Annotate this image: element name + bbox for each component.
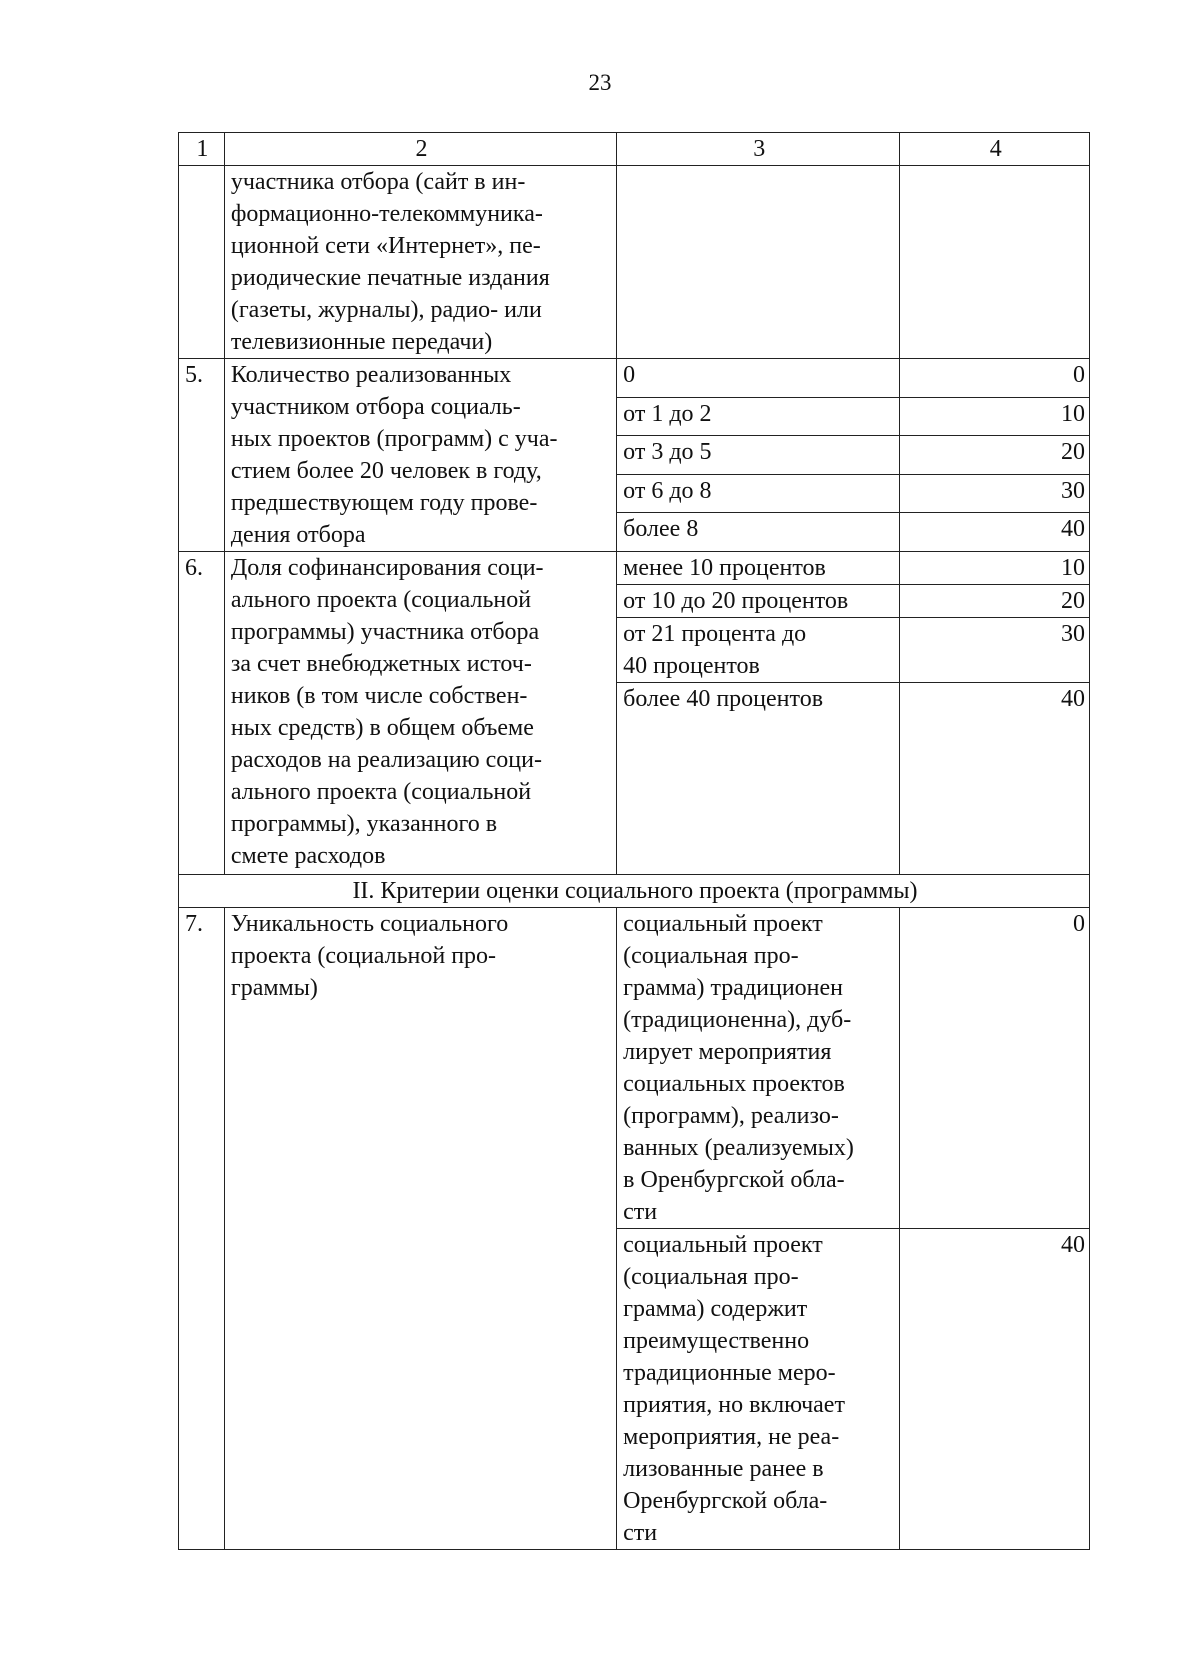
score-cell: 40 <box>900 683 1090 875</box>
section-heading: II. Критерии оценки социального проекта (программы) <box>179 875 1090 908</box>
column-header: 3 <box>617 133 900 166</box>
column-header: 4 <box>900 133 1090 166</box>
score-cell: 30 <box>900 474 1090 513</box>
score-cell: 40 <box>900 1229 1090 1550</box>
condition-cell: 0 <box>617 359 900 398</box>
table-header-row <box>179 133 1090 166</box>
row-number: 6. <box>179 552 225 875</box>
criterion-text: Количество реализованных участником отбора социаль- ных проектов (программ) с уча- стием более 20 человек в году, предшествующем году прове- дения отбора <box>224 359 616 552</box>
section-row <box>179 875 1090 908</box>
score-cell: 10 <box>900 552 1090 585</box>
condition-cell: более 40 процентов <box>617 683 900 875</box>
score-cell: 20 <box>900 585 1090 618</box>
criteria-table <box>178 132 1090 1550</box>
condition-cell: от 1 до 2 <box>617 397 900 436</box>
condition-cell: социальный проект (социальная про- грамма) традиционен (традиционенна), дуб- лирует мероприятия социальных проектов (программ), реализо- ванных (реализуемых) в Оренбургской обла- сти <box>617 908 900 1229</box>
score-cell: 0 <box>900 908 1090 1229</box>
row-number: 7. <box>179 908 225 1550</box>
score-cell <box>900 166 1090 359</box>
score-cell: 0 <box>900 359 1090 398</box>
condition-cell: от 6 до 8 <box>617 474 900 513</box>
condition-cell: от 3 до 5 <box>617 436 900 475</box>
table-row <box>179 359 1090 398</box>
table-row <box>179 166 1090 359</box>
column-header: 2 <box>224 133 616 166</box>
row-number <box>179 166 225 359</box>
criterion-text: Доля софинансирования соци- ального проекта (социальной программы) участника отбора за счет внебюджетных источ- ников (в том числе собствен- ных средств) в общем объеме расходов на реализацию соци- ального проекта (социальной программы), указанного в смете расходов <box>224 552 616 875</box>
condition-cell: социальный проект (социальная про- грамма) содержит преимущественно традиционные меро- приятия, но включает мероприятия, не реа- лизованные ранее в Оренбургской обла- сти <box>617 1229 900 1550</box>
condition-cell: от 21 процента до 40 процентов <box>617 618 900 683</box>
condition-cell: менее 10 процентов <box>617 552 900 585</box>
condition-cell: более 8 <box>617 513 900 552</box>
score-cell: 20 <box>900 436 1090 475</box>
page-number: 23 <box>588 70 612 95</box>
condition-cell <box>617 166 900 359</box>
score-cell: 30 <box>900 618 1090 683</box>
row-number: 5. <box>179 359 225 552</box>
column-header: 1 <box>179 133 225 166</box>
criterion-text: Уникальность социального проекта (социальной про- граммы) <box>224 908 616 1550</box>
score-cell: 40 <box>900 513 1090 552</box>
criterion-text: участника отбора (сайт в ин- формационно-телекоммуника- ционной сети «Интернет», пе- риодические печатные издания (газеты, журналы), радио- или телевизионные передачи) <box>224 166 616 359</box>
score-cell: 10 <box>900 397 1090 436</box>
condition-cell: от 10 до 20 процентов <box>617 585 900 618</box>
table-row <box>179 908 1090 1229</box>
table-row <box>179 552 1090 585</box>
